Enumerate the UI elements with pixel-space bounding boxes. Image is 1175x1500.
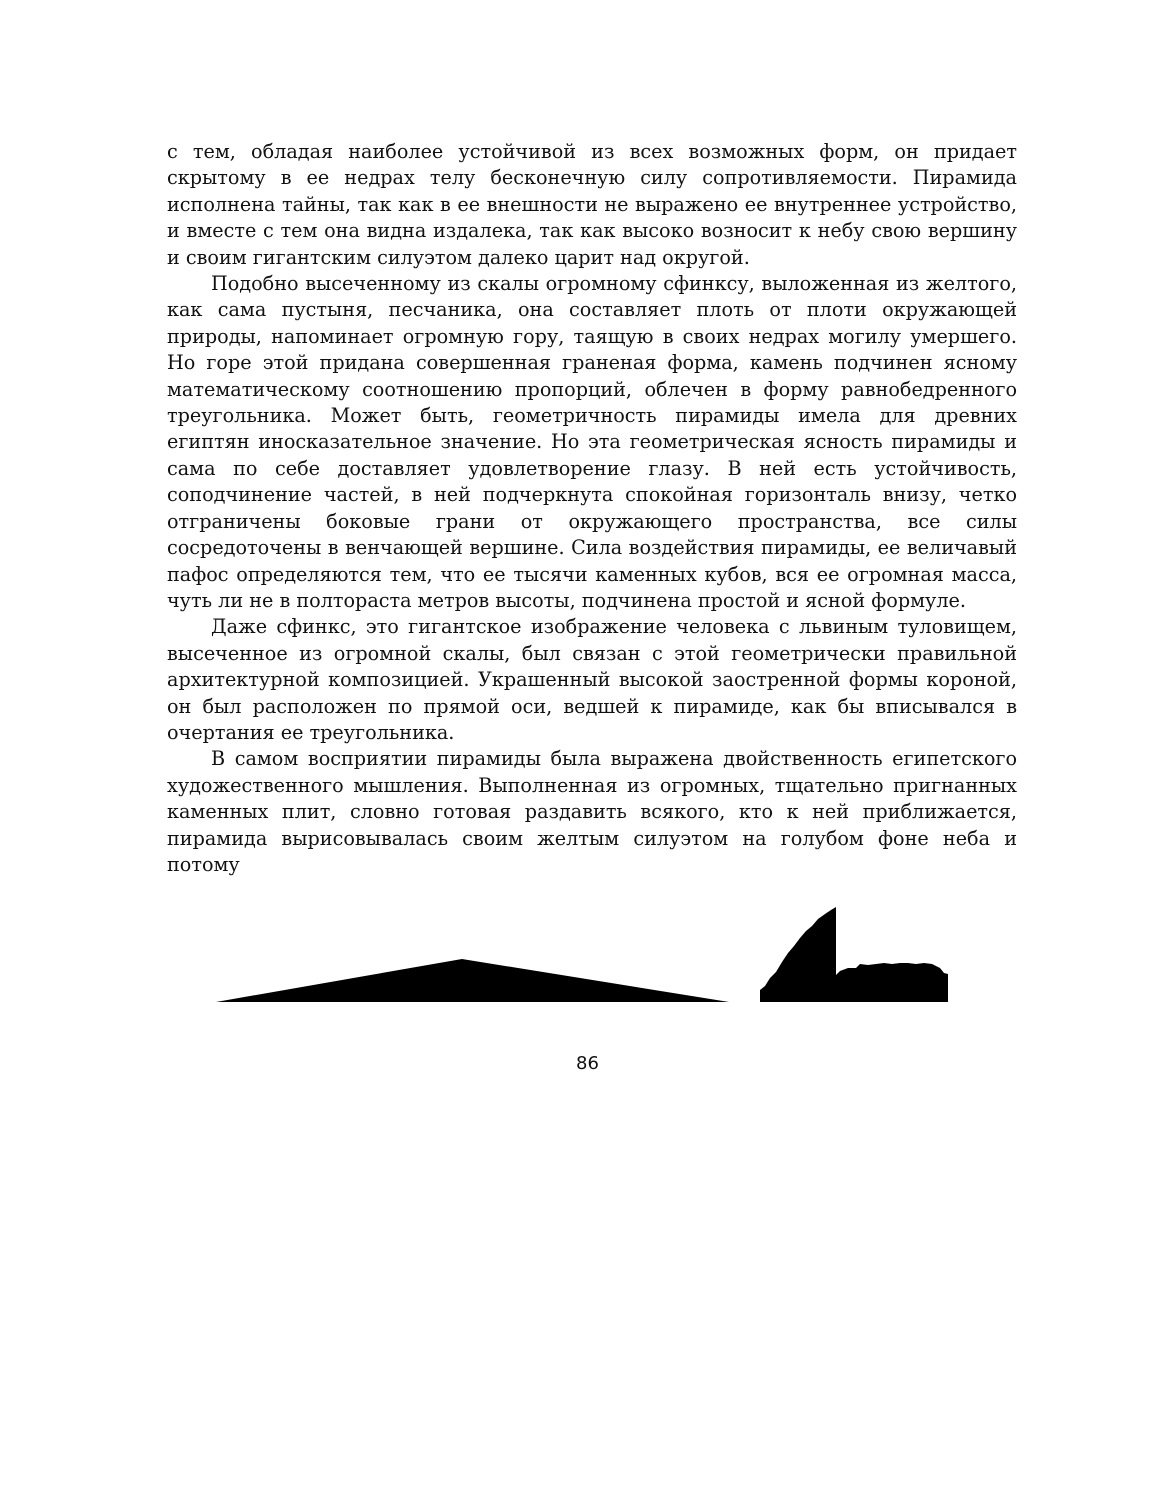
pyramid-illustration (0, 900, 1175, 1020)
paragraph-2: Подобно высеченному из скалы огромному сфинксу, выложенная из желтого, как сама пустыня, песчаника, она составляет плоть от плоти окружающей природы, напоминает огромную гору, таящую в своих недрах могилу умершего. Но горе этой придана совершенная граненая форма, камень подчинен ясному математическому соотношению пропорций, облечен в форму равнобедренного треугольника. Может быть, геометричность пирамиды имела для древних египтян иносказательное значение. Но эта геометрическая ясность пирамиды и сама по себе доставляет удовлетворение глазу. В ней есть устойчивость, соподчинение частей, в ней подчеркнута спокойная горизонталь внизу, четко отграничены боковые грани от окружающего пространства, все силы сосредоточены в венчающей вершине. Сила воздействия пирамиды, ее величавый пафос определяются тем, что ее тысячи каменных кубов, вся ее огромная масса, чуть ли не в полтораста метров высоты, подчинена простой и ясной формуле. (167, 272, 1017, 612)
paragraph-4: В самом восприятии пирамиды была выражена двойственность египетского художественного мышления. Выполненная из огромных, тщательно пригнанных каменных плит, словно готовая раздавить всякого, кто к ней приближается, пирамида вырисовывалась своим желтым силуэтом на голубом фоне неба и потому (167, 747, 1017, 876)
body-text (167, 139, 1017, 878)
paragraph-3: Даже сфинкс, это гигантское изображение человека с львиным туловищем, высеченное из огромной скалы, был связан с этой геометрически правильной архитектурной композицией. Украшенный высокой заостренной формы короной, он был расположен по прямой оси, ведшей к пирамиде, как бы вписывался в очертания ее треугольника. (167, 615, 1017, 744)
stepped-ruin-silhouette (760, 907, 836, 1002)
pyramid-and-sphinx-silhouette (0, 900, 1175, 1020)
pyramid-silhouette (216, 959, 729, 1002)
crenellated-block-silhouette (836, 963, 948, 1002)
paragraph-1: с тем, обладая наиболее устойчивой из всех возможных форм, он придает скрытому в ее недрах телу бесконечную силу сопротивляемости. Пирамида исполнена тайны, так как в ее внешности не выражено ее внутреннее устройство, и вместе с тем она видна издалека, так как высоко возносит к небу свою вершину и своим гигантским силуэтом далеко царит над округой. (167, 140, 1017, 269)
page-number: 86 (576, 1053, 599, 1074)
